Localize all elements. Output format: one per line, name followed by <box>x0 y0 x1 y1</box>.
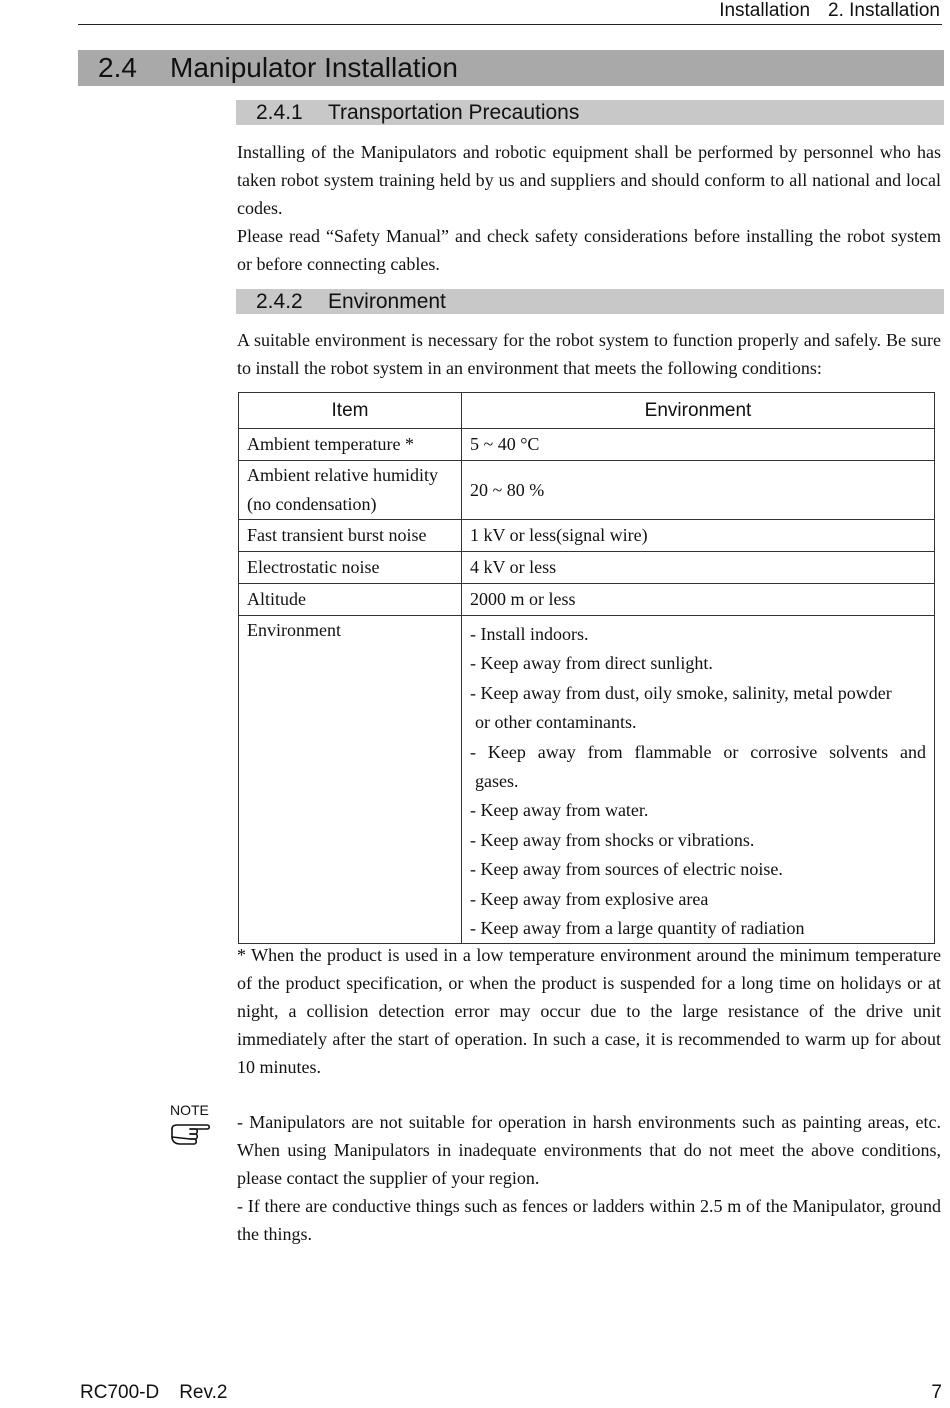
paragraph: - Manipulators are not suitable for operation in harsh environments such as painting areas, etc. When using Manipulators in inadequate environments that do not meet the above conditions, please contact the supplier of your region. <box>237 1112 941 1188</box>
environment-list-cell <box>462 616 935 944</box>
subsection-heading-transportation <box>236 100 944 125</box>
paragraph: - If there are conductive things such as fences or ladders within 2.5 m of the Manipulator, ground the things. <box>237 1196 941 1244</box>
list-item: - Keep away from direct sunlight. <box>470 653 713 674</box>
item-line: (no condensation) <box>247 494 377 514</box>
list-item: - Keep away from a large quantity of radiation <box>470 918 805 939</box>
item-cell: Altitude <box>239 584 462 616</box>
item-cell: Fast transient burst noise <box>239 520 462 552</box>
subsection-heading-environment <box>236 289 944 314</box>
environment-intro <box>237 326 941 382</box>
page-header <box>78 0 942 25</box>
note-label: NOTE <box>170 1102 209 1118</box>
table-header-row <box>239 393 935 429</box>
footer-revision: Rev.2 <box>179 1382 228 1403</box>
subsection-number: 2.4.1 <box>256 101 303 124</box>
list-item-continuation: gases. <box>475 771 519 792</box>
table-row <box>239 429 935 461</box>
value-cell: 2000 m or less <box>462 584 935 616</box>
list-item: - Install indoors. <box>470 624 589 644</box>
paragraph: Installing of the Manipulators and robotic equipment shall be performed by personnel who has taken robot system training held by us and suppliers and should conform to all national and local codes. <box>237 142 941 218</box>
list-item: - Keep away from shocks or vibrations. <box>470 829 755 850</box>
table-row-environment <box>239 616 935 944</box>
column-header-item: Item <box>239 393 462 429</box>
pointing-hand-icon <box>170 1123 212 1154</box>
table-row <box>239 552 935 584</box>
subsection-title: Transportation Precautions <box>328 101 580 124</box>
header-chapter: Installation <box>719 0 811 21</box>
item-cell: Electrostatic noise <box>239 552 462 584</box>
table-row <box>239 584 935 616</box>
subsection-number: 2.4.2 <box>256 290 303 313</box>
footer-model: RC700-D <box>80 1382 160 1403</box>
footnote <box>237 941 941 1081</box>
environment-table <box>238 392 935 944</box>
header-text <box>719 0 940 22</box>
table-row <box>239 520 935 552</box>
column-header-environment: Environment <box>462 393 935 429</box>
value-cell: 1 kV or less(signal wire) <box>462 520 935 552</box>
note-text <box>237 1108 941 1248</box>
section-heading <box>78 50 944 86</box>
page-number: 7 <box>931 1382 942 1403</box>
list-item: - Keep away from explosive area <box>470 888 709 909</box>
item-cell: Ambient temperature * <box>239 429 462 461</box>
value-cell: 5 ~ 40 °C <box>462 429 935 461</box>
list-item-continuation: or other contaminants. <box>475 712 637 733</box>
header-section: 2. Installation <box>828 0 940 21</box>
paragraph: A suitable environment is necessary for the robot system to function properly and safely. Be sure to install the robot system in an environment that meets the following conditions: <box>237 330 941 378</box>
section-number: 2.4 <box>98 52 137 83</box>
environment-list <box>470 620 926 943</box>
section-title: Manipulator Installation <box>170 52 458 83</box>
item-line: Ambient relative humidity <box>247 465 438 485</box>
subsection-title: Environment <box>328 290 446 313</box>
item-cell: Environment <box>239 616 462 944</box>
paragraph: Please read “Safety Manual” and check safety considerations before installing the robot system or before connecting cables. <box>237 226 941 274</box>
table-row <box>239 461 935 520</box>
list-item: - Keep away from dust, oily smoke, salinity, metal powder <box>470 682 892 703</box>
value-cell: 20 ~ 80 % <box>462 461 935 520</box>
list-item: - Keep away from sources of electric noise. <box>470 859 783 880</box>
footnote-text: * When the product is used in a low temperature environment around the minimum temperature of the product specification, or when the product is suspended for a long time on holidays or at night, a collision detection error may occur due to the large resistance of the drive unit immediately after the start of operation. In such a case, it is recommended to warm up for about 10 minutes. <box>237 945 941 1077</box>
list-item: - Keep away from flammable or corrosive solvents and <box>470 741 926 762</box>
footer-left <box>80 1382 227 1404</box>
item-cell <box>239 461 462 520</box>
transportation-text <box>237 138 941 278</box>
list-item: - Keep away from water. <box>470 800 649 821</box>
value-cell: 4 kV or less <box>462 552 935 584</box>
